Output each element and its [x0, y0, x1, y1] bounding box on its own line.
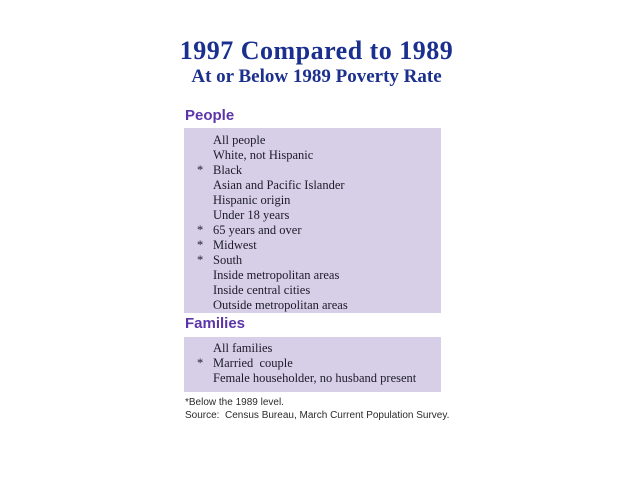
asterisk-marker: *	[197, 253, 204, 267]
list-item	[184, 193, 441, 208]
footnote-source: Source: Census Bureau, March Current Population Survey.	[185, 410, 450, 421]
list-item-label: Inside central cities	[213, 283, 311, 297]
footnote-below-level: *Below the 1989 level.	[185, 397, 284, 408]
list-item-label: Asian and Pacific Islander	[213, 178, 345, 192]
section-heading-people: People	[185, 107, 235, 124]
list-item	[184, 283, 441, 298]
list-item	[184, 371, 441, 386]
list-item	[184, 238, 441, 253]
people-list-box	[184, 128, 441, 313]
list-item	[184, 178, 441, 193]
list-item-label: Under 18 years	[213, 208, 290, 222]
list-item-label: Midwest	[213, 238, 257, 252]
families-list-box	[184, 337, 441, 392]
list-item-label: Black	[213, 163, 243, 177]
list-item-label: Outside metropolitan areas	[213, 298, 348, 312]
section-heading-families: Families	[185, 315, 246, 332]
page-title: 1997 Compared to 1989	[179, 36, 454, 65]
list-item-label: Inside metropolitan areas	[213, 268, 340, 282]
list-item	[184, 268, 441, 283]
list-item-label: Hispanic origin	[213, 193, 291, 207]
list-item-label: Female householder, no husband present	[213, 371, 417, 385]
list-item-label: White, not Hispanic	[213, 148, 314, 162]
list-item	[184, 356, 441, 371]
list-item	[184, 298, 441, 313]
page-subtitle: At or Below 1989 Poverty Rate	[191, 66, 442, 87]
list-item	[184, 163, 441, 178]
asterisk-marker: *	[197, 238, 204, 252]
list-item-label: Married couple	[213, 356, 293, 370]
list-item-label: All people	[213, 133, 266, 147]
list-item-label: 65 years and over	[213, 223, 302, 237]
list-item	[184, 341, 441, 356]
asterisk-marker: *	[197, 163, 204, 177]
list-item	[184, 253, 441, 268]
list-item	[184, 148, 441, 163]
list-item-label: All families	[213, 341, 273, 355]
asterisk-marker: *	[197, 223, 204, 237]
list-item-label: South	[213, 253, 243, 267]
list-item	[184, 223, 441, 238]
list-item	[184, 208, 441, 223]
list-item	[184, 133, 441, 148]
asterisk-marker: *	[197, 356, 204, 370]
